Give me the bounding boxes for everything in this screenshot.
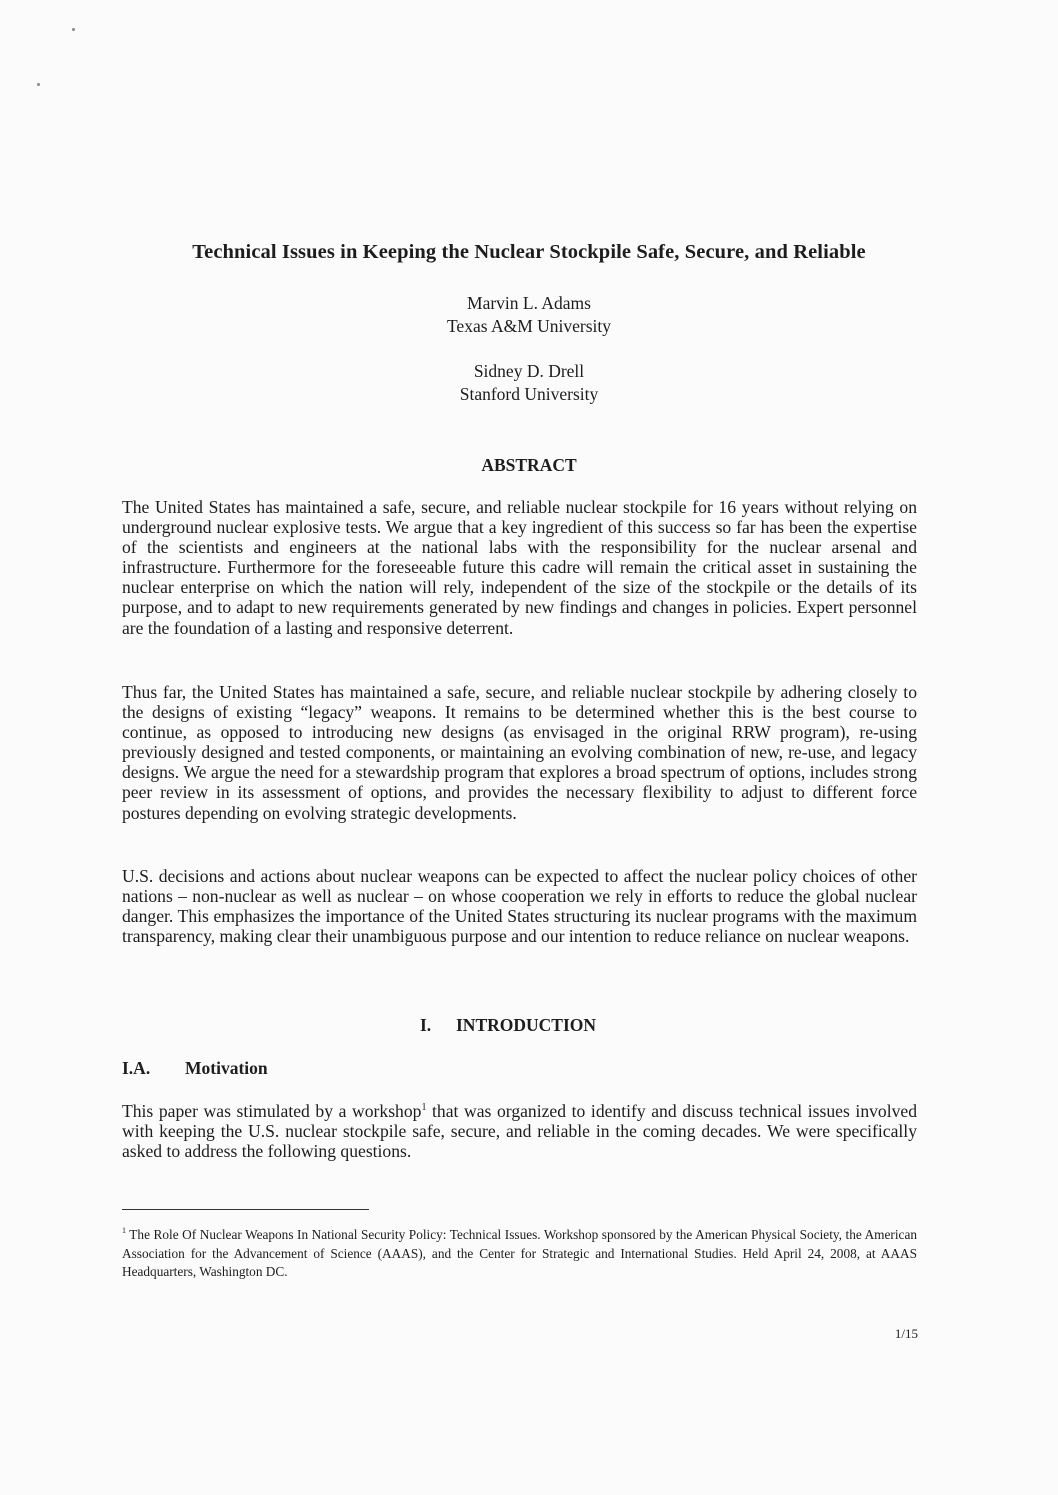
section-number: I. bbox=[420, 1015, 432, 1035]
author-block bbox=[279, 292, 779, 338]
intro-text: This paper was stimulated by a workshop bbox=[122, 1101, 422, 1121]
scan-speck bbox=[72, 28, 75, 31]
author-name: Marvin L. Adams bbox=[467, 293, 591, 313]
abstract-paragraph: The United States has maintained a safe, secure, and reliable nuclear stockpile for 16 years without relying on underground nuclear explosive tests. We argue that a key ingredient of this success so far has been the expertise of the scientists and engineers at the national labs with the responsibility for the nuclear arsenal and infrastructure. Furthermore for the foreseeable future this cadre will remain the critical asset in sustaining the nuclear enterprise on which the nation will rely, independent of the size of the stockpile or the details of its purpose, and to adapt to new requirements generated by new findings and changes in policies. Expert personnel are the foundation of a lasting and responsive deterrent. bbox=[122, 497, 917, 638]
footnote-marker: 1 bbox=[122, 1226, 126, 1235]
paper-title: Technical Issues in Keeping the Nuclear Stockpile Safe, Secure, and Reliable bbox=[192, 241, 866, 263]
abstract-paragraph: U.S. decisions and actions about nuclear weapons can be expected to affect the nuclear policy choices of other nations – non-nuclear as well as nuclear – on whose cooperation we rely in efforts to reduce the global nuclear danger. This emphasizes the importance of the United States structuring its nuclear programs with the maximum transparency, making clear their unambiguous purpose and our intention to reduce reliance on nuclear weapons. bbox=[122, 866, 917, 947]
section-heading bbox=[420, 1015, 596, 1036]
page-number: 1/15 bbox=[894, 1326, 918, 1341]
footnote-text: The Role Of Nuclear Weapons In National Security Policy: Technical Issues. Workshop sponsored by the American Physical Society, the American Association for the Advancement of Science (AAAS), and the Center for Strategic and International Studies. Held April 24, 2008, at AAAS Headquarters, Washington DC. bbox=[122, 1227, 917, 1279]
author-affiliation: Stanford University bbox=[459, 384, 599, 404]
section-title: INTRODUCTION bbox=[456, 1015, 597, 1035]
author-name: Sidney D. Drell bbox=[473, 361, 585, 381]
intro-text: that was organized to identify and discuss technical issues involved with keeping the U.S. nuclear stockpile safe, secure, and reliable in the coming decades. We were specifically asked to address the following questions. bbox=[122, 1101, 917, 1162]
subsection-heading bbox=[122, 1058, 268, 1079]
subsection-title: Motivation bbox=[185, 1058, 268, 1078]
author-affiliation: Texas A&M University bbox=[446, 316, 612, 336]
footnote-divider bbox=[122, 1209, 369, 1210]
author-block bbox=[279, 360, 779, 406]
footnote-reference[interactable]: 1 bbox=[421, 1102, 427, 1113]
abstract-heading: ABSTRACT bbox=[481, 455, 577, 475]
intro-paragraph bbox=[122, 1101, 917, 1161]
abstract-paragraph: Thus far, the United States has maintained a safe, secure, and reliable nuclear stockpile by adhering closely to the designs of existing “legacy” weapons. It remains to be determined whether this is the best course to continue, as opposed to introducing new designs (as envisaged in the original RRW program), re-using previously designed and tested components, or maintaining an evolving combination of new, re-use, and legacy designs. We argue the need for a stewardship program that explores a broad spectrum of options, includes strong peer review in its assessment of options, and provides the necessary flexibility to adjust to different force postures depending on evolving strategic developments. bbox=[122, 682, 917, 823]
subsection-number: I.A. bbox=[122, 1058, 151, 1078]
scan-speck bbox=[37, 83, 40, 86]
footnote bbox=[122, 1226, 917, 1282]
